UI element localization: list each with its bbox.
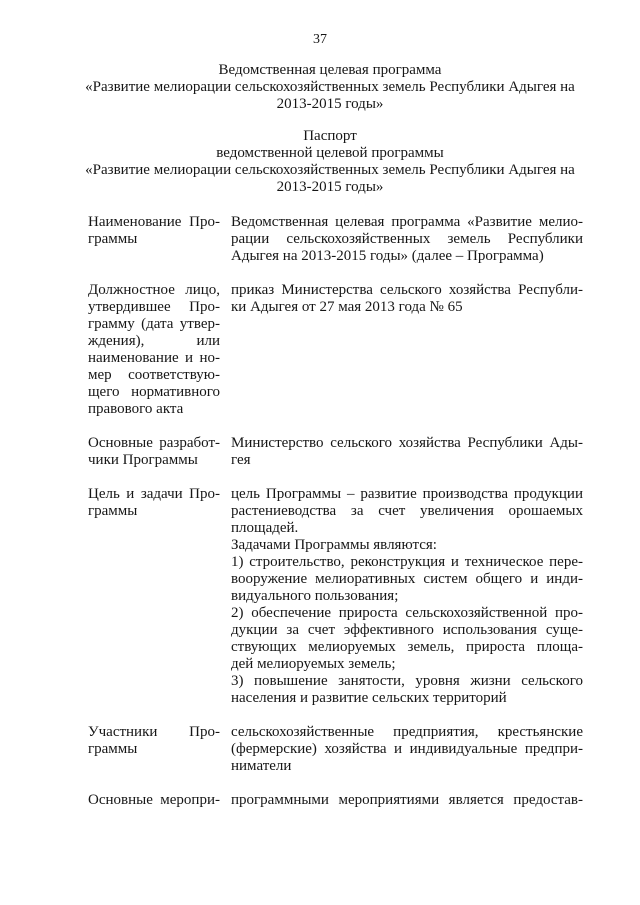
label-line: грамму (дата утвер-	[88, 316, 220, 332]
value-line: дей мелиоруемых земель;	[231, 656, 396, 672]
value-line: 1) строительство, реконструкция и техническое пере-	[231, 554, 583, 570]
row-label	[88, 724, 220, 758]
value-line: Адыгея на 2013-2015 годы» (далее – Программа)	[231, 248, 544, 264]
label-line: ждения), или	[88, 333, 220, 349]
label-line: Должностное лицо,	[88, 282, 220, 298]
value-line: сельскохозяйственные предприятия, крестьянские	[231, 724, 583, 740]
passport-title-line: Паспорт	[303, 128, 357, 144]
page-number: 37	[313, 32, 327, 47]
program-title-line: Ведомственная целевая программа	[218, 62, 442, 78]
program-title-line: 2013-2015 годы»	[276, 96, 384, 112]
value-line: населения и развитие сельских территорий	[231, 690, 507, 706]
value-line: рации сельскохозяйственных земель Республики	[231, 231, 583, 247]
row-label	[88, 792, 220, 809]
row-value	[231, 792, 583, 809]
value-line: (фермерские) хозяйства и индивидуальные предпри-	[231, 741, 583, 757]
label-line: Цель и задачи Про-	[88, 486, 220, 502]
value-line: ствующих мелиоруемых земель, прироста площа-	[231, 639, 583, 655]
passport-title	[80, 128, 580, 196]
label-line: щего нормативного	[88, 384, 220, 400]
label-line: Наименование Про-	[88, 214, 220, 230]
label-line: утвердившее Про-	[88, 299, 220, 315]
value-line: растениеводства за счет увеличения орошаемых	[231, 503, 583, 519]
passport-title-line: «Развитие мелиорации сельскохозяйственных земель Республики Адыгея на	[85, 162, 575, 178]
value-line: ки Адыгея от 27 мая 2013 года № 65	[231, 299, 463, 315]
value-line: видуального пользования;	[231, 588, 399, 604]
row-value	[231, 486, 583, 707]
label-line: чики Программы	[88, 452, 198, 468]
passport-title-line: ведомственной целевой программы	[216, 145, 444, 161]
value-line: гея	[231, 452, 251, 468]
label-line: наименование и но-	[88, 350, 220, 366]
value-line: дукции за счет эффективного использования суще-	[231, 622, 583, 638]
value-line: 3) повышение занятости, уровня жизни сельского	[231, 673, 583, 689]
value-line: приказ Министерства сельского хозяйства Республи-	[231, 282, 583, 298]
label-line: Основные разработ-	[88, 435, 220, 451]
label-line: мер соответствую-	[88, 367, 220, 383]
value-line: ниматели	[231, 758, 292, 774]
row-value	[231, 435, 583, 469]
label-line: граммы	[88, 231, 138, 247]
row-label	[88, 435, 220, 469]
program-title-line: «Развитие мелиорации сельскохозяйственных земель Республики Адыгея на	[85, 79, 575, 95]
value-line: 2) обеспечение прироста сельскохозяйственной про-	[231, 605, 583, 621]
row-value	[231, 282, 583, 316]
row-value	[231, 214, 583, 265]
value-line: Ведомственная целевая программа «Развитие мелио-	[231, 214, 583, 230]
value-line: Задачами Программы являются:	[231, 537, 437, 553]
label-line: правового акта	[88, 401, 184, 417]
value-line: Министерство сельского хозяйства Республики Ады-	[231, 435, 583, 451]
row-label	[88, 486, 220, 520]
label-line: Участники Про-	[88, 724, 220, 740]
row-label	[88, 214, 220, 248]
value-line: цель Программы – развитие производства продукции	[231, 486, 583, 502]
value-line: площадей.	[231, 520, 299, 536]
label-line: Основные меропри-	[88, 792, 220, 808]
program-title	[80, 62, 580, 113]
row-value	[231, 724, 583, 775]
row-label	[88, 282, 220, 418]
label-line: граммы	[88, 741, 138, 757]
value-line: вооружение мелиоративных систем общего и инди-	[231, 571, 583, 587]
passport-title-line: 2013-2015 годы»	[276, 179, 384, 195]
label-line: граммы	[88, 503, 138, 519]
value-line: программными мероприятиями является предостав-	[231, 792, 583, 808]
